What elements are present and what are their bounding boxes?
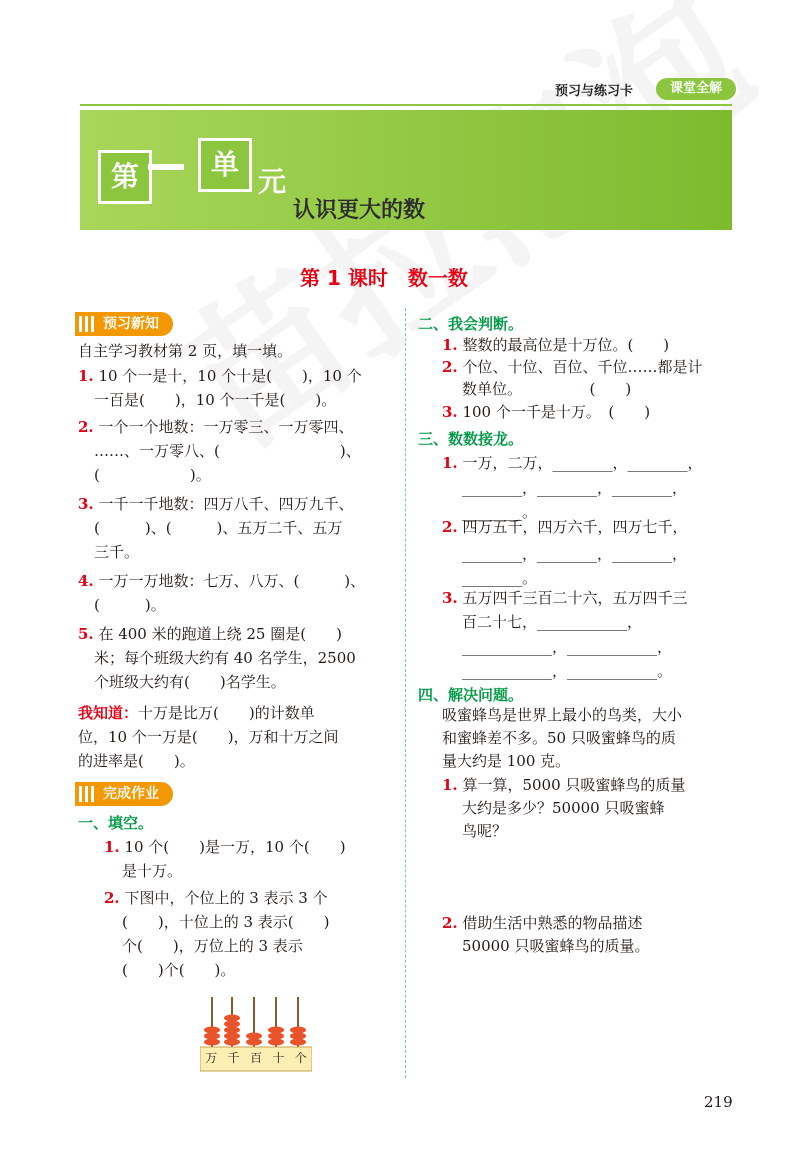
q3-cont: ( )、( )、五万二千、五万 [94,519,343,537]
s2-cont: 50000 只吸蜜蜂鸟的质量。 [462,937,650,955]
q4-cont: ( )。 [94,596,166,614]
column-divider [405,308,406,1078]
q2-cont: ……、一万零八、( )、 [94,442,361,460]
q2-cont2: ( )。 [94,466,211,484]
q4: 4. 一万一万地数：七万、八万、( )、 [78,572,366,590]
j2-cont: 数单位。 ( ) [462,380,632,398]
unit-char-4: 元 [257,165,286,198]
know-line-1: 我知道：十万是比万( )的计数单 [78,704,315,722]
q1: 1. 10 个一是十，10 个十是( )，10 个 [78,367,362,385]
problem-line-1: 吸蜜蜂鸟是世界上最小的鸟类，大小 [442,706,683,724]
section-solve: 四、解决问题。 [418,686,524,704]
q1-cont: 一百是( )，10 个一千是( )。 [94,391,337,409]
c3-cont2: ____________，____________， [462,638,673,656]
f1-cont: 是十万。 [122,862,183,880]
c1-cont2: ________。 [462,503,538,521]
c2: 2. 四万五千，四万六千，四万七千， [442,518,688,536]
c3: 3. 五万四千三百二十六，五万四千三 [442,589,688,607]
q3-cont2: 三千。 [94,543,140,561]
j2: 2. 个位、十位、百位、千位……都是计 [442,358,703,376]
f2-cont3: ( )个( )。 [122,961,236,979]
header-rule [80,104,732,106]
c1: 1. 一万，二万，________，________， [442,454,703,472]
unit-char-2 [148,164,184,170]
q5-cont: 米；每个班级大约有 40 名学生，2500 [94,649,356,667]
q5-cont2: 个班级大约有( )名学生。 [94,673,286,691]
know-line-3: 的进率是( )。 [78,752,195,770]
s1-cont: 大约是多少？50000 只吸蜜蜂 [462,799,665,817]
series-badge: 课堂全解 [656,78,736,100]
bars-icon [79,316,95,332]
q3: 3. 一千一千地数：四万八千、四万九千、 [78,495,354,513]
q2: 2. 一个一个地数：一万零三、一万零四、 [78,418,354,436]
tag-label: 完成作业 [103,786,159,802]
problem-line-3: 量大约是 100 克。 [442,752,571,770]
f1: 1. 10 个( )是一万，10 个( ) [104,838,346,856]
lesson-title: 第 1 课时 数一数 [300,266,468,290]
section-tag-preview [75,312,173,336]
page-number: 219 [704,1093,733,1111]
know-line-2: 位，10 个一万是( )，万和十万之间 [78,728,339,746]
abacus-labels: 万 千 百 十 个 [205,1051,307,1065]
f2-cont2: 个( )，万位上的 3 表示 [122,937,303,955]
f2: 2. 下图中，个位上的 3 表示 3 个 [104,889,328,907]
j3: 3. 100 个一千是十万。 ( ) [442,403,651,421]
section-fill: 一、填空。 [78,814,154,832]
tag-label: 预习新知 [103,316,159,332]
s1-cont2: 鸟呢？ [462,822,508,840]
c2-cont: ________，________，________， [462,545,688,563]
c1-cont: ________，________，________， [462,479,688,497]
f2-cont: ( )，十位上的 3 表示( ) [122,913,330,931]
unit-banner [80,110,732,230]
section-count: 三、数数接龙。 [418,430,524,448]
section-tag-homework [75,782,173,806]
unit-char-3: 单 [198,138,252,192]
j1: 1. 整数的最高位是十万位。( ) [442,336,670,354]
c2-cont2: ________。 [462,569,538,587]
unit-char-1: 第 [98,150,152,204]
c3-cont: 百二十七，____________， [462,613,643,631]
s1: 1. 算一算，5000 只吸蜜蜂鸟的质量 [442,776,686,794]
problem-line-2: 和蜜蜂差不多。50 只吸蜜蜂鸟的质 [442,729,676,747]
q5: 5. 在 400 米的跑道上绕 25 圈是( ) [78,625,342,643]
c3-cont3: ____________，____________。 [462,662,673,680]
section-judge: 二、我会判断。 [418,315,524,333]
series-title: 预习与练习卡 [555,84,634,99]
abacus-figure [200,995,312,1075]
intro: 自主学习教材第 2 页，填一填。 [78,342,293,360]
bars-icon [79,786,95,802]
s2: 2. 借助生活中熟悉的物品描述 [442,914,643,932]
unit-subtitle: 认识更大的数 [293,198,426,223]
